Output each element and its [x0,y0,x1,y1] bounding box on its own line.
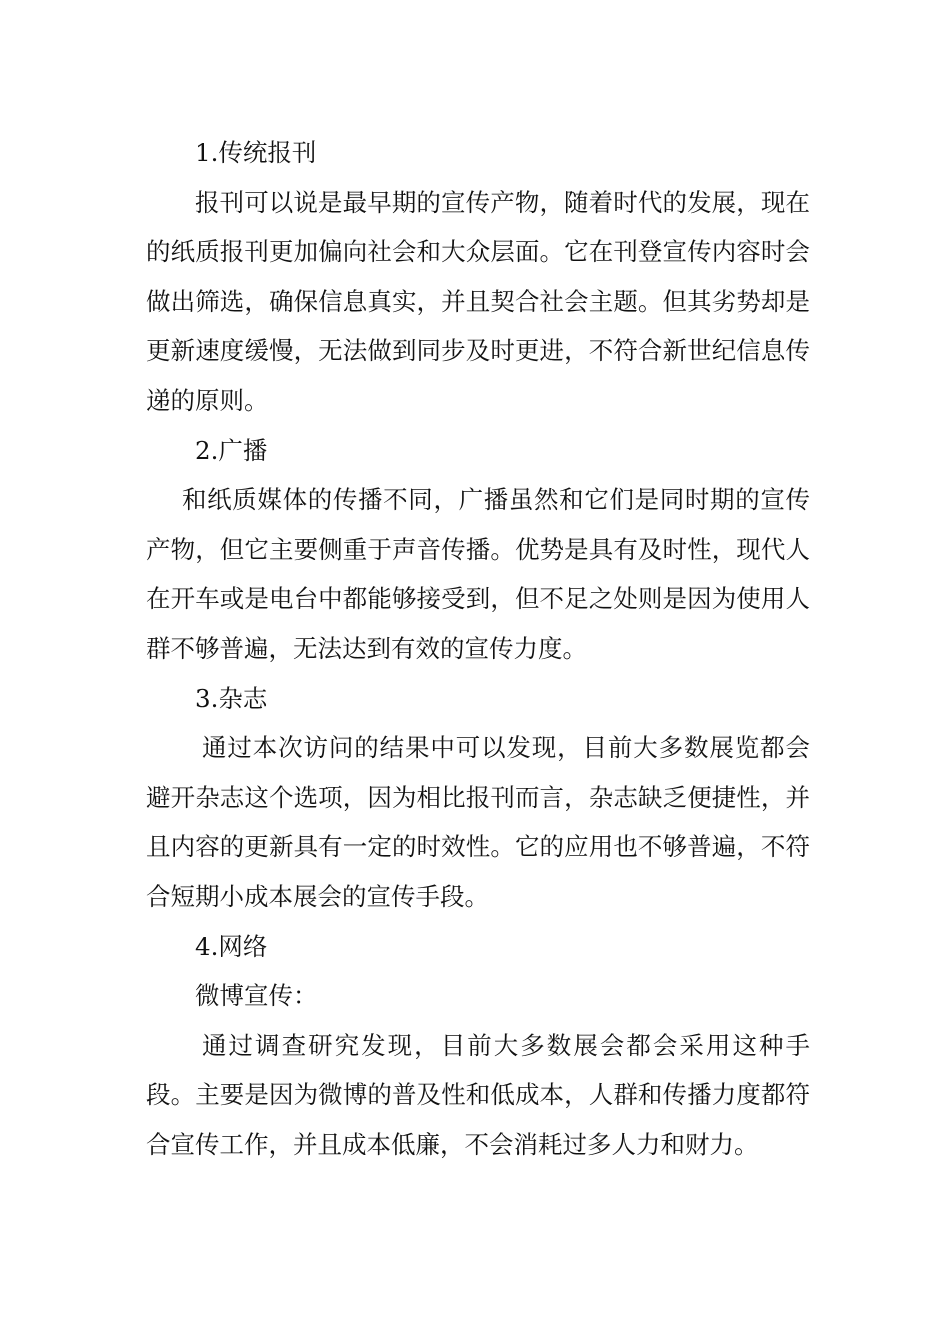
document-page [146,128,810,1169]
subheading-weibo: 微博宣传： [195,981,318,1011]
section-heading-newspaper: 1.传统报刊 [195,138,317,167]
section-heading-magazine: 3.杂志 [195,683,268,713]
section-heading-broadcast: 2.广播 [195,435,268,465]
paragraph-broadcast: 和纸质媒体的传播不同，广播虽然和它们是同时期的宣传产物，但它主要侧重于声音传播。优势是具有及时性，现代人在开车或是电台中都能够接受到，但不足之处则是因为使用人群不够普遍，无法达到有效的宣传力度。 [146,485,810,663]
section-heading-internet: 4.网络 [195,931,268,961]
paragraph-newspaper: 报刊可以说是最早期的宣传产物，随着时代的发展，现在的纸质报刊更加偏向社会和大众层面。它在刊登宣传内容时会做出筛选，确保信息真实，并且契合社会主题。但其劣势却是更新速度缓慢，无法做到同步及时更进，不符合新世纪信息传递的原则。 [146,187,810,415]
paragraph-weibo: 通过调查研究发现，目前大多数展会都会采用这种手段。主要是因为微博的普及性和低成本，人群和传播力度都符合宣传工作，并且成本低廉，不会消耗过多人力和财力。 [146,1030,810,1159]
paragraph-magazine: 通过本次访问的结果中可以发现，目前大多数展览都会避开杂志这个选项，因为相比报刊而言，杂志缺乏便捷性，并且内容的更新具有一定的时效性。它的应用也不够普遍，不符合短期小成本展会的宣传手段。 [146,733,810,911]
